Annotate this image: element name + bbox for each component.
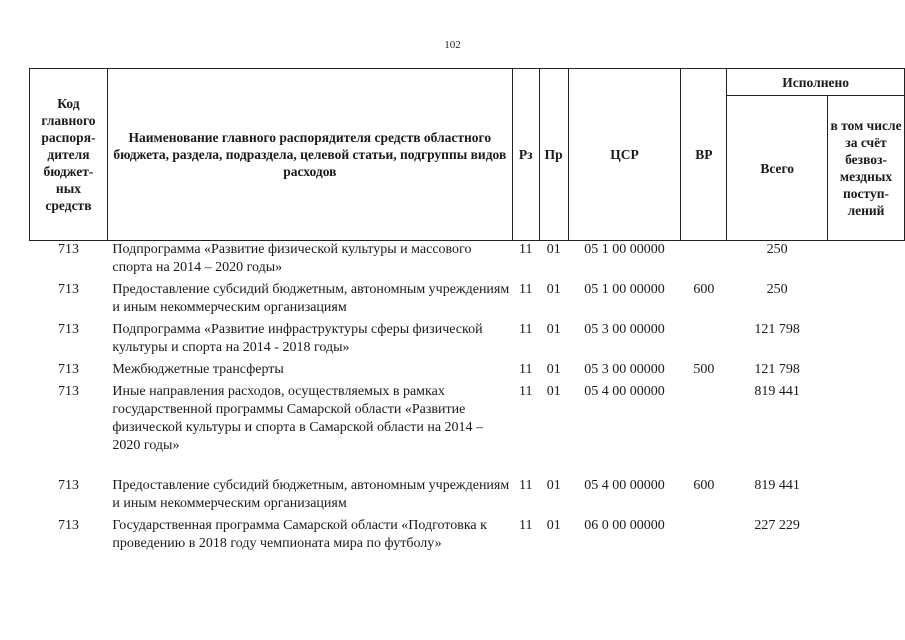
- row-code: 713: [57, 322, 79, 337]
- row-rz: 11: [518, 242, 533, 257]
- table-header: [30, 69, 905, 241]
- row-free: [828, 361, 905, 383]
- row-rz: 11: [518, 384, 533, 399]
- row-free: [828, 383, 905, 477]
- row-code: 713: [57, 384, 79, 399]
- row-vr: [681, 241, 727, 282]
- row-rz: 11: [518, 362, 533, 377]
- table-body: [30, 241, 905, 558]
- row-name: Предоставление субсидий бюджетным, автономным учреждениям и иным некоммерческим организациям: [112, 282, 510, 315]
- table-row: [30, 281, 905, 321]
- header-csr: ЦСР: [568, 69, 681, 241]
- row-vr: 600: [693, 282, 715, 297]
- row-csr: 05 3 00 00000: [584, 362, 665, 377]
- row-free: [828, 281, 905, 321]
- row-total: 121 798: [754, 362, 800, 377]
- row-total: 250: [766, 242, 788, 257]
- header-pr: Пр: [539, 69, 568, 241]
- row-code: 713: [57, 362, 79, 377]
- row-total: 250: [766, 282, 788, 297]
- table-row: [30, 241, 905, 282]
- row-total: 819 441: [754, 478, 800, 493]
- row-code: 713: [57, 518, 79, 533]
- row-name: Подпрограмма «Развитие физической культуры и массового спорта на 2014 – 2020 годы»: [112, 242, 472, 275]
- header-rz: Рз: [512, 69, 539, 241]
- row-name: Государственная программа Самарской области «Подготовка к проведению в 2018 году чемпионата мира по футболу»: [112, 518, 487, 551]
- row-free: [828, 517, 905, 557]
- row-csr: 05 4 00 00000: [584, 384, 665, 399]
- row-pr: 01: [546, 518, 561, 533]
- row-csr: 06 0 00 00000: [584, 518, 665, 533]
- row-name: Межбюджетные трансферты: [112, 362, 284, 377]
- row-rz: 11: [518, 322, 533, 337]
- row-vr: [681, 383, 727, 477]
- row-total: 227 229: [754, 518, 800, 533]
- row-code: 713: [57, 282, 79, 297]
- budget-table: [29, 68, 905, 557]
- row-code: 713: [57, 478, 79, 493]
- row-pr: 01: [546, 242, 561, 257]
- row-vr: 500: [693, 362, 715, 377]
- row-vr: [681, 321, 727, 361]
- row-code: 713: [57, 242, 79, 257]
- table-row: [30, 361, 905, 383]
- row-vr: 600: [693, 478, 715, 493]
- header-name: Наименование главного распорядителя средств областного бюджета, раздела, подраздела, целевой статьи, подгруппы видов расходов: [107, 69, 512, 241]
- row-name: Иные направления расходов, осуществляемых в рамках государственной программы Самарской области «Развитие физической культуры и спорта в Самарской области на 2014 – 2020 годы»: [112, 384, 484, 453]
- header-executed: Исполнено: [727, 69, 905, 96]
- table-row: [30, 383, 905, 477]
- header-total: Всего: [727, 96, 828, 241]
- row-csr: 05 1 00 00000: [584, 282, 665, 297]
- row-free: [828, 241, 905, 282]
- row-csr: 05 1 00 00000: [584, 242, 665, 257]
- row-total: 819 441: [754, 384, 800, 399]
- row-free: [828, 321, 905, 361]
- page-number: 102: [444, 39, 461, 51]
- row-total: 121 798: [754, 322, 800, 337]
- header-code: Код главного распоря-дителя бюджет-ных средств: [30, 69, 108, 241]
- row-csr: 05 4 00 00000: [584, 478, 665, 493]
- row-csr: 05 3 00 00000: [584, 322, 665, 337]
- row-pr: 01: [546, 362, 561, 377]
- row-vr: [681, 517, 727, 557]
- row-pr: 01: [546, 384, 561, 399]
- row-name: Предоставление субсидий бюджетным, автономным учреждениям и иным некоммерческим организациям: [112, 478, 510, 511]
- row-name: Подпрограмма «Развитие инфраструктуры сферы физической культуры и спорта на 2014 - 2018 годы»: [112, 322, 483, 355]
- table-row: [30, 321, 905, 361]
- row-rz: 11: [518, 282, 533, 297]
- row-rz: 11: [518, 518, 533, 533]
- row-pr: 01: [546, 478, 561, 493]
- row-free: [828, 477, 905, 517]
- header-vr: ВР: [681, 69, 727, 241]
- row-pr: 01: [546, 322, 561, 337]
- table-row: [30, 477, 905, 517]
- header-including: в том числе за счёт безвоз-мездных поступ-лений: [828, 96, 905, 241]
- row-rz: 11: [518, 478, 533, 493]
- row-pr: 01: [546, 282, 561, 297]
- table-row: [30, 517, 905, 557]
